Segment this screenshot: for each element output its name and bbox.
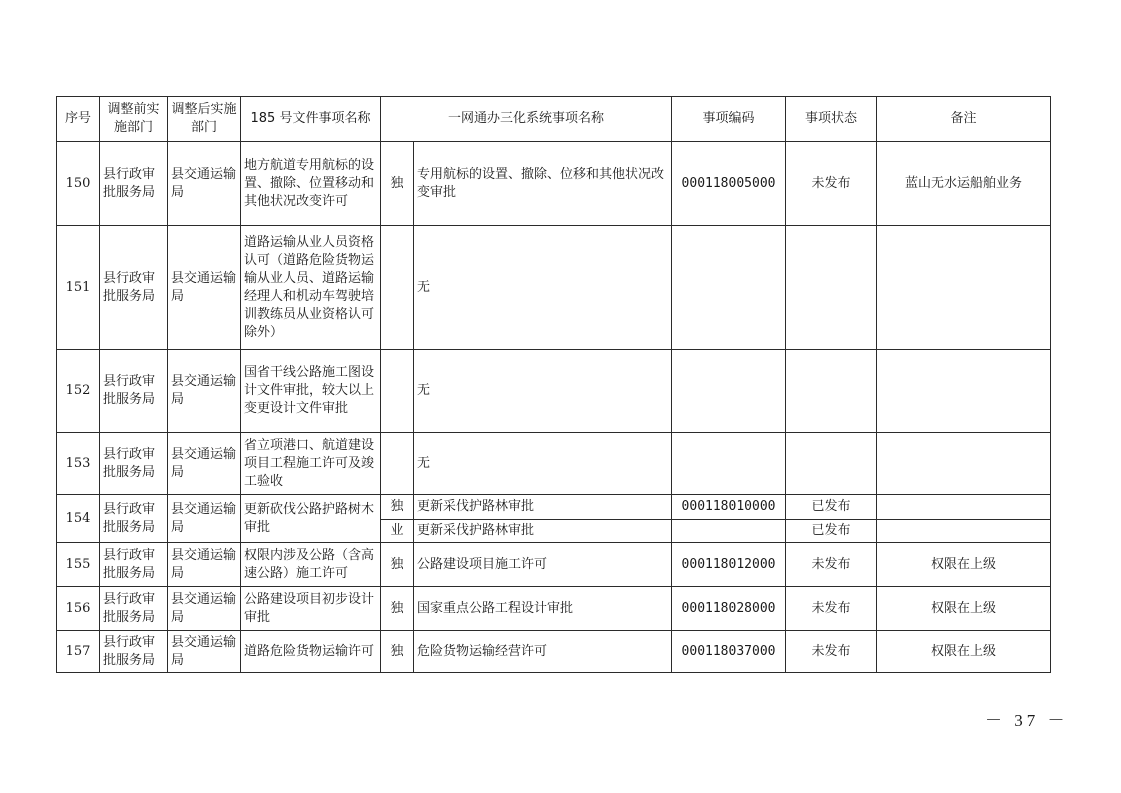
table-row <box>57 587 1051 631</box>
mark-cell <box>381 226 414 350</box>
table-row <box>57 433 1051 495</box>
seq-cell: 156 <box>57 587 100 631</box>
dept-after-cell: 县交通运输局 <box>168 495 241 543</box>
status-cell: 已发布 <box>786 495 877 520</box>
remark-cell <box>877 495 1051 520</box>
dept-before-cell: 县行政审批服务局 <box>100 226 168 350</box>
status-cell <box>786 350 877 433</box>
remark-cell <box>877 520 1051 543</box>
page-number: － 37 － <box>985 711 1069 730</box>
remark-cell: 蓝山无水运船舶业务 <box>877 142 1051 226</box>
system-name-cell: 无 <box>414 350 672 433</box>
doc185-name-cell: 道路运输从业人员资格认可（道路危险货物运输从业人员、道路运输经理人和机动车驾驶培训教练员从业资格认可除外） <box>241 226 381 350</box>
dept-before-cell: 县行政审批服务局 <box>100 350 168 433</box>
system-name-cell: 更新采伐护路林审批 <box>414 520 672 543</box>
status-cell: 未发布 <box>786 543 877 587</box>
header-dept-after: 调整后实施部门 <box>168 97 241 142</box>
status-cell: 未发布 <box>786 631 877 673</box>
doc185-name-cell: 权限内涉及公路（含高速公路）施工许可 <box>241 543 381 587</box>
remark-cell: 权限在上级 <box>877 587 1051 631</box>
system-name-cell: 国家重点公路工程设计审批 <box>414 587 672 631</box>
dept-before-cell: 县行政审批服务局 <box>100 142 168 226</box>
dept-after-cell: 县交通运输局 <box>168 543 241 587</box>
seq-cell: 153 <box>57 433 100 495</box>
system-name-cell: 公路建设项目施工许可 <box>414 543 672 587</box>
dept-after-cell: 县交通运输局 <box>168 142 241 226</box>
dept-before-cell: 县行政审批服务局 <box>100 631 168 673</box>
table-row <box>57 142 1051 226</box>
code-cell: 000118012000 <box>672 543 786 587</box>
mark-cell: 独 <box>381 587 414 631</box>
dept-before-cell: 县行政审批服务局 <box>100 543 168 587</box>
seq-cell: 151 <box>57 226 100 350</box>
matters-table <box>56 96 1051 673</box>
status-cell: 已发布 <box>786 520 877 543</box>
seq-cell: 155 <box>57 543 100 587</box>
header-code: 事项编码 <box>672 97 786 142</box>
seq-cell: 154 <box>57 495 100 543</box>
code-cell <box>672 520 786 543</box>
dept-after-cell: 县交通运输局 <box>168 350 241 433</box>
header-seq: 序号 <box>57 97 100 142</box>
table-row <box>57 495 1051 520</box>
mark-cell: 独 <box>381 631 414 673</box>
header-row <box>57 97 1051 142</box>
mark-cell <box>381 350 414 433</box>
status-cell <box>786 433 877 495</box>
doc185-name-cell: 地方航道专用航标的设置、撤除、位置移动和其他状况改变许可 <box>241 142 381 226</box>
header-doc185-name: 185 号文件事项名称 <box>241 97 381 142</box>
status-cell: 未发布 <box>786 142 877 226</box>
table-row <box>57 350 1051 433</box>
status-cell: 未发布 <box>786 587 877 631</box>
dept-after-cell: 县交通运输局 <box>168 587 241 631</box>
dept-before-cell: 县行政审批服务局 <box>100 495 168 543</box>
remark-cell: 权限在上级 <box>877 631 1051 673</box>
system-name-cell: 危险货物运输经营许可 <box>414 631 672 673</box>
dept-before-cell: 县行政审批服务局 <box>100 587 168 631</box>
header-remarks: 备注 <box>877 97 1051 142</box>
seq-cell: 152 <box>57 350 100 433</box>
table-row <box>57 543 1051 587</box>
header-dept-before: 调整前实施部门 <box>100 97 168 142</box>
doc185-name-cell: 更新砍伐公路护路树木审批 <box>241 495 381 543</box>
dept-before-cell: 县行政审批服务局 <box>100 433 168 495</box>
dept-after-cell: 县交通运输局 <box>168 433 241 495</box>
remark-cell <box>877 226 1051 350</box>
code-cell: 000118037000 <box>672 631 786 673</box>
dept-after-cell: 县交通运输局 <box>168 226 241 350</box>
table-row <box>57 631 1051 673</box>
seq-cell: 150 <box>57 142 100 226</box>
mark-cell: 业 <box>381 520 414 543</box>
mark-cell <box>381 433 414 495</box>
system-name-cell: 更新采伐护路林审批 <box>414 495 672 520</box>
mark-cell: 独 <box>381 142 414 226</box>
mark-cell: 独 <box>381 495 414 520</box>
dept-after-cell: 县交通运输局 <box>168 631 241 673</box>
system-name-cell: 无 <box>414 433 672 495</box>
remark-cell <box>877 433 1051 495</box>
seq-cell: 157 <box>57 631 100 673</box>
code-cell <box>672 226 786 350</box>
remark-cell: 权限在上级 <box>877 543 1051 587</box>
doc185-name-cell: 省立项港口、航道建设项目工程施工许可及竣工验收 <box>241 433 381 495</box>
table-row <box>57 226 1051 350</box>
code-cell <box>672 350 786 433</box>
code-cell: 000118010000 <box>672 495 786 520</box>
system-name-cell: 无 <box>414 226 672 350</box>
doc185-name-cell: 道路危险货物运输许可 <box>241 631 381 673</box>
header-system-name: 一网通办三化系统事项名称 <box>381 97 672 142</box>
status-cell <box>786 226 877 350</box>
header-status: 事项状态 <box>786 97 877 142</box>
code-cell <box>672 433 786 495</box>
code-cell: 000118005000 <box>672 142 786 226</box>
mark-cell: 独 <box>381 543 414 587</box>
doc185-name-cell: 国省干线公路施工图设计文件审批，较大以上变更设计文件审批 <box>241 350 381 433</box>
code-cell: 000118028000 <box>672 587 786 631</box>
remark-cell <box>877 350 1051 433</box>
doc185-name-cell: 公路建设项目初步设计审批 <box>241 587 381 631</box>
system-name-cell: 专用航标的设置、撤除、位移和其他状况改变审批 <box>414 142 672 226</box>
